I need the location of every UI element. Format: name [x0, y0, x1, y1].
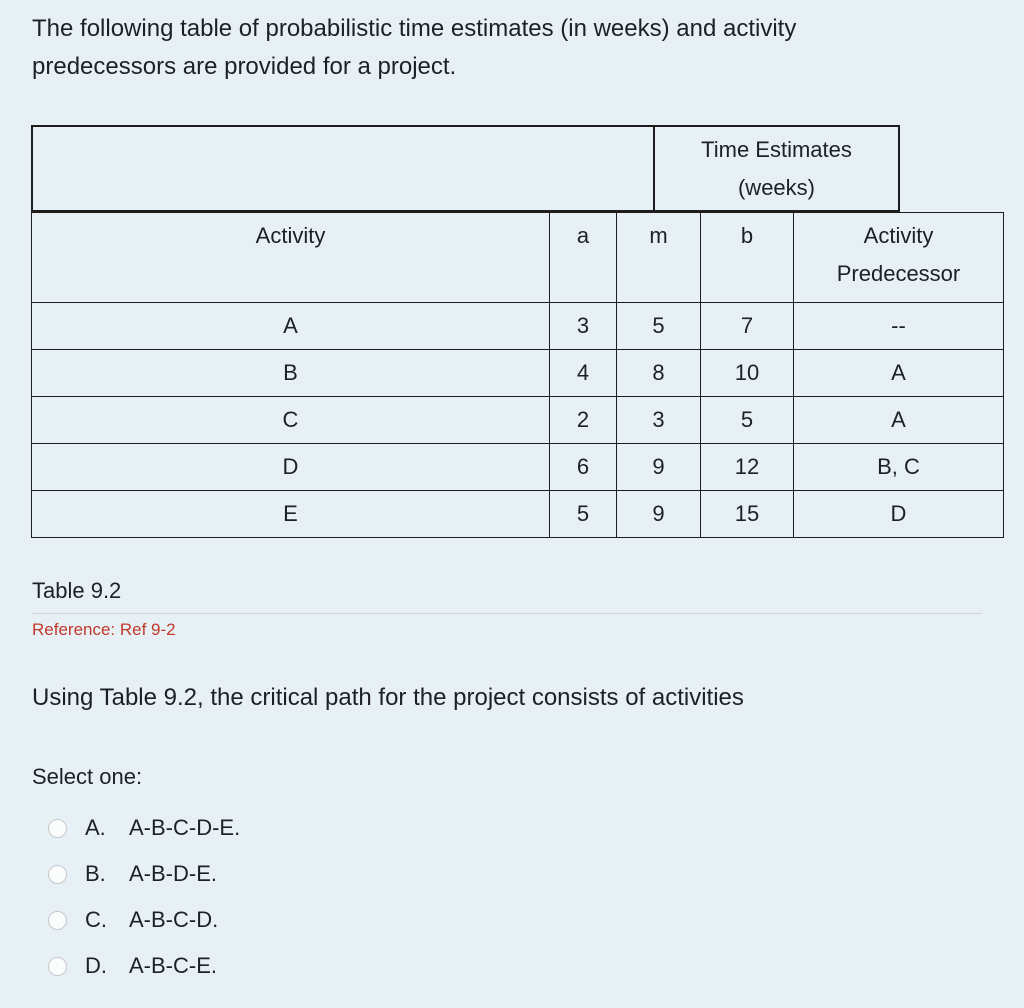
answer-options — [48, 805, 240, 989]
divider — [32, 613, 982, 614]
cell-b: 12 — [701, 444, 794, 491]
time-estimates-header — [653, 125, 900, 212]
table-row — [32, 491, 1004, 538]
reference-text: Reference: Ref 9-2 — [32, 620, 176, 639]
option-b[interactable] — [48, 851, 240, 897]
header-activity: Activity — [32, 213, 550, 303]
option-text: A-B-D-E. — [129, 861, 217, 886]
cell-b: 10 — [701, 350, 794, 397]
cell-m: 3 — [617, 397, 701, 444]
cell-predecessor: A — [794, 397, 1004, 444]
cell-b: 5 — [701, 397, 794, 444]
cell-m: 5 — [617, 303, 701, 350]
table-row — [32, 303, 1004, 350]
option-text: A-B-C-E. — [129, 953, 217, 978]
select-prompt: Select one: — [32, 764, 143, 789]
option-text: A-B-C-D. — [129, 907, 219, 932]
cell-m: 9 — [617, 444, 701, 491]
option-letter: C. — [85, 907, 107, 932]
cell-activity: B — [32, 350, 550, 397]
radio-button[interactable] — [48, 865, 67, 884]
header-predecessor-line2: Predecessor — [836, 261, 961, 286]
question-text: Using Table 9.2, the critical path for the project consists of activities — [32, 684, 744, 711]
cell-b: 15 — [701, 491, 794, 538]
cell-activity: D — [32, 444, 550, 491]
table-row — [32, 444, 1004, 491]
cell-predecessor: -- — [794, 303, 1004, 350]
cell-a: 5 — [550, 491, 617, 538]
cell-a: 4 — [550, 350, 617, 397]
cell-m: 8 — [617, 350, 701, 397]
header-b: b — [701, 213, 794, 303]
cell-m: 9 — [617, 491, 701, 538]
table-row — [32, 397, 1004, 444]
header-predecessor — [794, 213, 1004, 303]
table-caption: Table 9.2 — [32, 578, 122, 603]
radio-button[interactable] — [48, 819, 67, 838]
cell-activity: A — [32, 303, 550, 350]
table-row — [32, 350, 1004, 397]
time-estimates-unit: (weeks) — [737, 174, 815, 200]
header-predecessor-line1: Activity — [863, 223, 934, 248]
option-c[interactable] — [48, 897, 240, 943]
question-intro: The following table of probabilistic time estimates (in weeks) and activity predecessors are provided for a project. — [32, 15, 797, 80]
activity-table — [31, 212, 1004, 538]
option-a[interactable] — [48, 805, 240, 851]
cell-predecessor: D — [794, 491, 1004, 538]
header-m: m — [617, 213, 701, 303]
table-header-row — [32, 213, 1004, 303]
time-estimates-label: Time Estimates — [701, 136, 852, 162]
radio-button[interactable] — [48, 911, 67, 930]
option-letter: B. — [85, 861, 106, 886]
cell-a: 3 — [550, 303, 617, 350]
option-d[interactable] — [48, 943, 240, 989]
option-letter: A. — [85, 815, 106, 840]
cell-a: 2 — [550, 397, 617, 444]
cell-activity: E — [32, 491, 550, 538]
cell-activity: C — [32, 397, 550, 444]
header-a: a — [550, 213, 617, 303]
cell-b: 7 — [701, 303, 794, 350]
cell-a: 6 — [550, 444, 617, 491]
option-letter: D. — [85, 953, 107, 978]
option-text: A-B-C-D-E. — [129, 815, 241, 840]
radio-button[interactable] — [48, 957, 67, 976]
cell-predecessor: B, C — [794, 444, 1004, 491]
table-header-blank — [31, 125, 654, 212]
cell-predecessor: A — [794, 350, 1004, 397]
